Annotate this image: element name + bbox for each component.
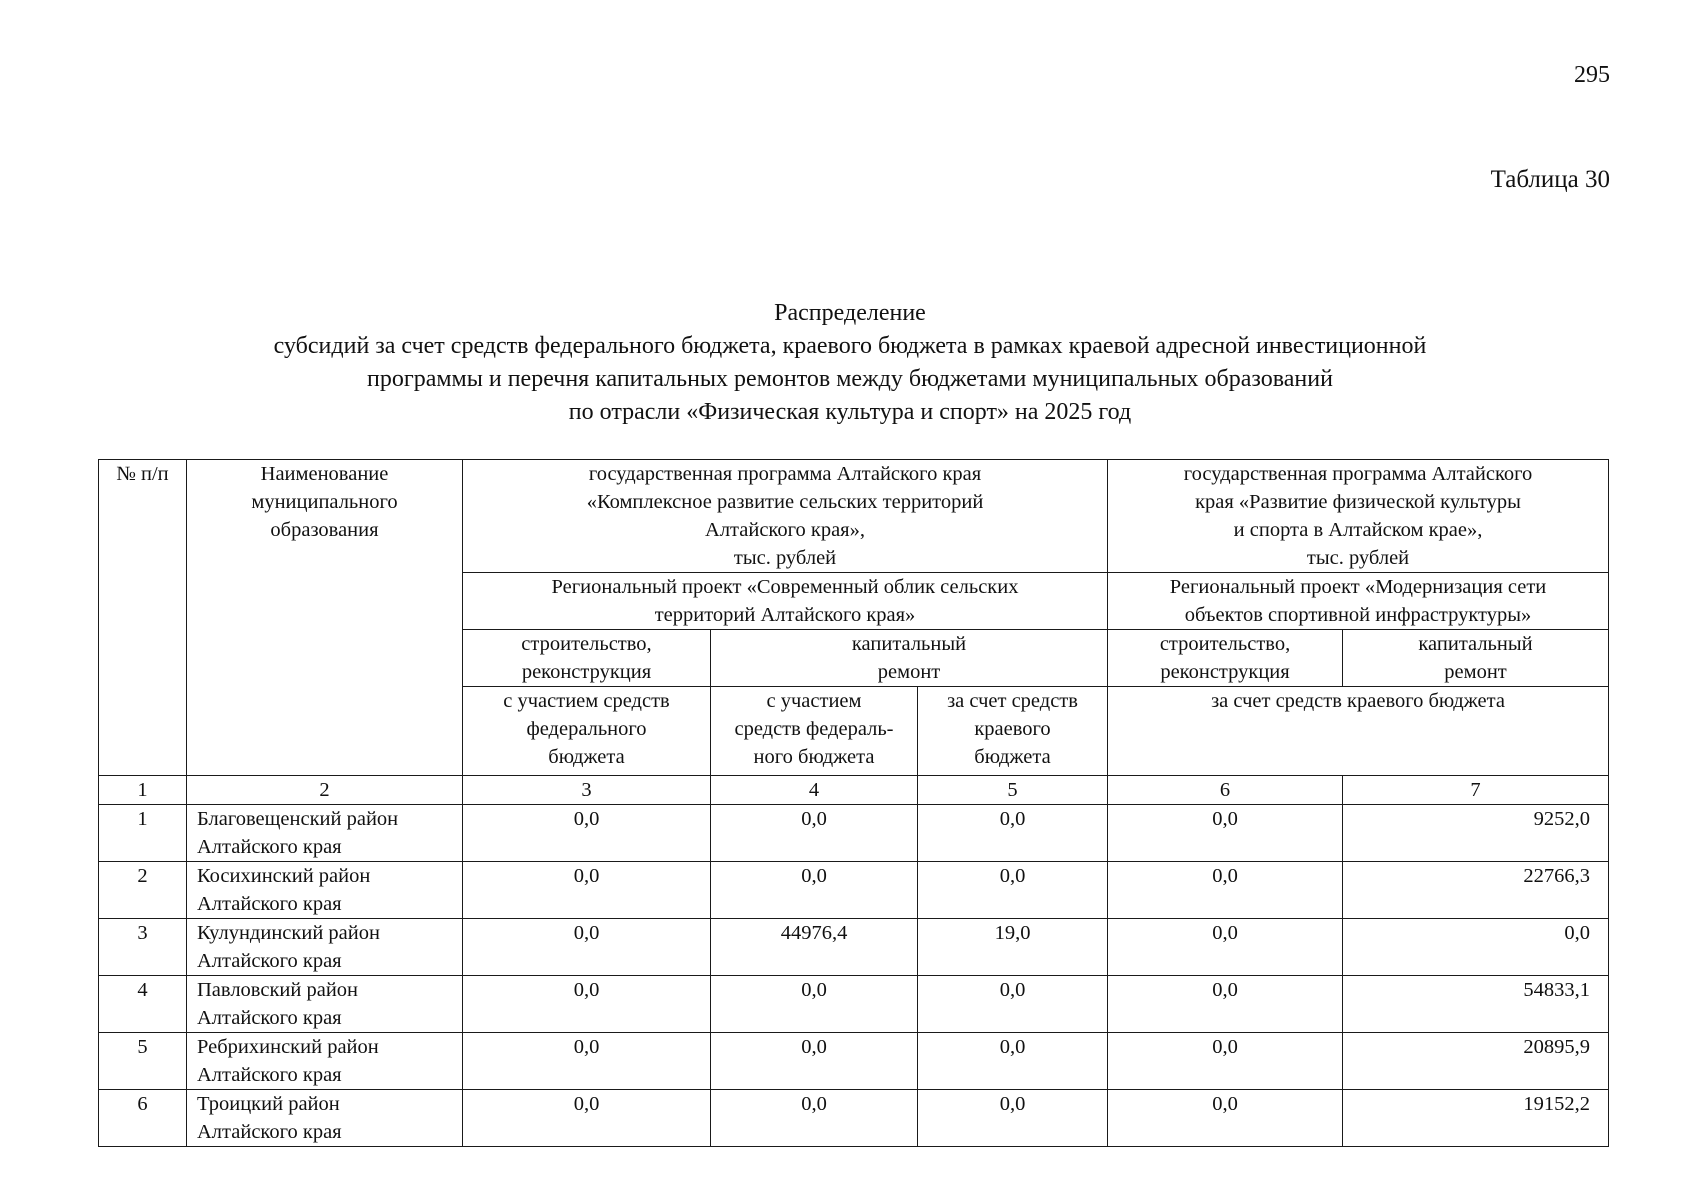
table-row — [99, 919, 1609, 976]
table-row — [99, 976, 1609, 1033]
municipality-name: Косихинский район Алтайского края — [187, 862, 463, 919]
value-col4: 0,0 — [711, 862, 918, 919]
value-col6: 0,0 — [1108, 1033, 1343, 1090]
table-row — [99, 805, 1609, 862]
value-col5: 0,0 — [918, 862, 1108, 919]
header-construction-1: строительство, реконструкция — [463, 630, 711, 687]
value-col5: 0,0 — [918, 1033, 1108, 1090]
header-num: № п/п — [99, 460, 187, 776]
municipality-name: Благовещенский район Алтайского края — [187, 805, 463, 862]
subsidy-table — [98, 459, 1609, 1147]
value-col6: 0,0 — [1108, 919, 1343, 976]
value-col3: 0,0 — [463, 805, 711, 862]
table-label: Таблица 30 — [1490, 166, 1610, 193]
column-number: 7 — [1343, 776, 1609, 805]
header-program-1: государственная программа Алтайского края «Комплексное развитие сельских территорий Алтайского края», тыс. рублей — [463, 460, 1108, 573]
row-number: 1 — [99, 805, 187, 862]
header-col4-funding: с участием средств федераль- ного бюджета — [711, 687, 918, 776]
column-number: 4 — [711, 776, 918, 805]
value-col3: 0,0 — [463, 1033, 711, 1090]
value-col3: 0,0 — [463, 862, 711, 919]
heading-line-3: программы и перечня капитальных ремонтов между бюджетами муниципальных образований — [367, 366, 1333, 392]
row-number: 2 — [99, 862, 187, 919]
value-col7: 22766,3 — [1343, 862, 1609, 919]
page-number: 295 — [1574, 62, 1610, 88]
table-row — [99, 1090, 1609, 1147]
column-number: 1 — [99, 776, 187, 805]
header-capital-repair-1: капитальный ремонт — [711, 630, 1108, 687]
value-col7: 9252,0 — [1343, 805, 1609, 862]
value-col4: 0,0 — [711, 1090, 918, 1147]
value-col5: 0,0 — [918, 1090, 1108, 1147]
heading-line-2: субсидий за счет средств федерального бюджета, краевого бюджета в рамках краевой адресной инвестиционной — [273, 333, 1427, 359]
column-number: 2 — [187, 776, 463, 805]
header-capital-repair-2: капитальный ремонт — [1343, 630, 1609, 687]
value-col4: 0,0 — [711, 976, 918, 1033]
header-col3-funding: с участием средств федерального бюджета — [463, 687, 711, 776]
value-col5: 0,0 — [918, 805, 1108, 862]
row-number: 3 — [99, 919, 187, 976]
table-row — [99, 1033, 1609, 1090]
heading-title: Распределение — [774, 300, 926, 326]
header-construction-2: строительство, реконструкция — [1108, 630, 1343, 687]
value-col3: 0,0 — [463, 976, 711, 1033]
value-col3: 0,0 — [463, 919, 711, 976]
value-col7: 19152,2 — [1343, 1090, 1609, 1147]
row-number: 6 — [99, 1090, 187, 1147]
value-col3: 0,0 — [463, 1090, 711, 1147]
value-col4: 44976,4 — [711, 919, 918, 976]
table-row — [99, 862, 1609, 919]
municipality-name: Ребрихинский район Алтайского края — [187, 1033, 463, 1090]
document-heading — [90, 297, 1610, 429]
value-col4: 0,0 — [711, 1033, 918, 1090]
value-col7: 54833,1 — [1343, 976, 1609, 1033]
value-col4: 0,0 — [711, 805, 918, 862]
heading-line-4: по отрасли «Физическая культура и спорт» на 2025 год — [568, 399, 1132, 425]
header-municipality-name: Наименование муниципального образования — [187, 460, 463, 776]
row-number: 5 — [99, 1033, 187, 1090]
value-col6: 0,0 — [1108, 976, 1343, 1033]
header-col67-funding: за счет средств краевого бюджета — [1108, 687, 1609, 776]
column-number: 6 — [1108, 776, 1343, 805]
row-number: 4 — [99, 976, 187, 1033]
header-col5-funding: за счет средств краевого бюджета — [918, 687, 1108, 776]
municipality-name: Кулундинский район Алтайского края — [187, 919, 463, 976]
value-col7: 0,0 — [1343, 919, 1609, 976]
column-number-row — [99, 776, 1609, 805]
value-col5: 0,0 — [918, 976, 1108, 1033]
value-col6: 0,0 — [1108, 1090, 1343, 1147]
column-number: 3 — [463, 776, 711, 805]
header-program-2: государственная программа Алтайского края «Развитие физической культуры и спорта в Алтайском крае», тыс. рублей — [1108, 460, 1609, 573]
value-col6: 0,0 — [1108, 805, 1343, 862]
municipality-name: Троицкий район Алтайского края — [187, 1090, 463, 1147]
column-number: 5 — [918, 776, 1108, 805]
value-col6: 0,0 — [1108, 862, 1343, 919]
header-project-1: Региональный проект «Современный облик сельских территорий Алтайского края» — [463, 573, 1108, 630]
municipality-name: Павловский район Алтайского края — [187, 976, 463, 1033]
value-col7: 20895,9 — [1343, 1033, 1609, 1090]
header-project-2: Региональный проект «Модернизация сети объектов спортивной инфраструктуры» — [1108, 573, 1609, 630]
value-col5: 19,0 — [918, 919, 1108, 976]
